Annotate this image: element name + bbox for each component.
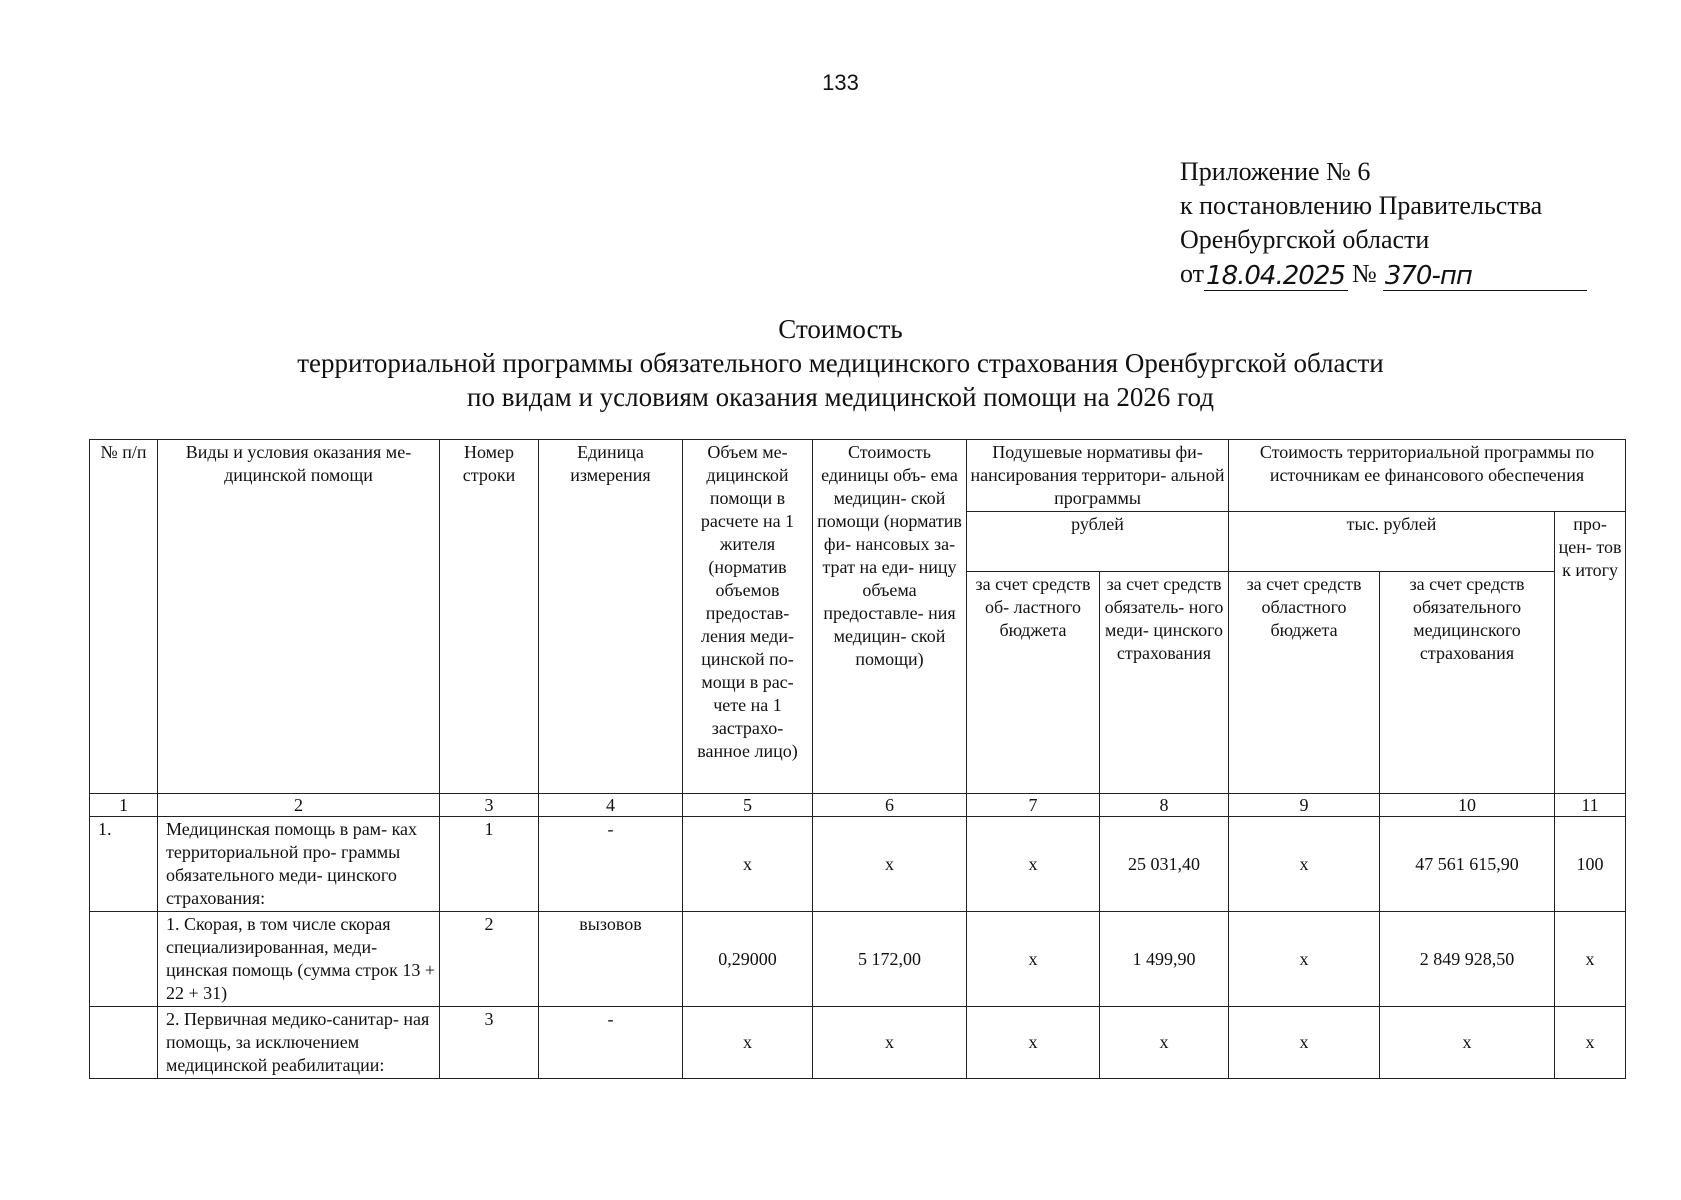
column-number: 9 <box>1229 794 1380 817</box>
cell-total-budget: х <box>1229 817 1380 912</box>
title-line-1: Стоимость <box>778 314 903 344</box>
cell-volume: х <box>683 817 813 912</box>
cell-total-oms: 2 849 928,50 <box>1380 912 1555 1007</box>
table-row <box>90 817 1626 912</box>
column-number: 7 <box>967 794 1100 817</box>
header-program-cost: Стоимость территориальной программы по источникам ее финансового обеспечения <box>1229 440 1626 512</box>
page-number: 133 <box>822 70 859 95</box>
cell-row: 2 <box>440 912 539 1007</box>
cell-row: 3 <box>440 1007 539 1079</box>
cell-per-budget: х <box>967 817 1100 912</box>
handwritten-number: 370-пп <box>1383 262 1587 291</box>
table-row <box>90 912 1626 1007</box>
cell-per-oms: х <box>1100 1007 1229 1079</box>
header-row-number: Номер строки <box>440 440 539 794</box>
column-numbers-row <box>90 794 1626 817</box>
cell-cost: х <box>813 1007 967 1079</box>
title-line-3: по видам и условиям оказания медицинской помощи на 2026 год <box>467 382 1214 412</box>
column-number: 2 <box>158 794 440 817</box>
header-total-oms: за счет средств обязательного медицинского страхования <box>1380 572 1555 794</box>
cell-total-oms: х <box>1380 1007 1555 1079</box>
from-label: от <box>1180 259 1205 288</box>
appendix-block <box>1180 155 1587 291</box>
cell-cost: 5 172,00 <box>813 912 967 1007</box>
cell-name: 2. Первичная медико-санитар- ная помощь, за исключением медицинской реабилитации: <box>158 1007 440 1079</box>
appendix-region: Оренбургской области <box>1180 225 1430 254</box>
appendix-date-number <box>1180 257 1587 291</box>
cell-volume: 0,29000 <box>683 912 813 1007</box>
header-unit-cost: Стоимость единицы объ- ема медицин- ской помощи (норматив фи- нансовых за- трат на еди- ницу объема предоставле- ния медицин- ской помощи) <box>813 440 967 794</box>
column-number: 11 <box>1555 794 1626 817</box>
cell-percent: х <box>1555 912 1626 1007</box>
cell-row: 1 <box>440 817 539 912</box>
column-number: 6 <box>813 794 967 817</box>
cell-name: Медицинская помощь в рам- ках территориальной про- граммы обязательного меди- цинского страхования: <box>158 817 440 912</box>
cell-volume: х <box>683 1007 813 1079</box>
cell-total-budget: х <box>1229 912 1380 1007</box>
cell-name: 1. Скорая, в том числе скорая специализированная, меди- цинская помощь (сумма строк 13 + 22 + 31) <box>158 912 440 1007</box>
column-number: 10 <box>1380 794 1555 817</box>
cost-table <box>89 439 1626 1079</box>
header-total-budget: за счет средств областного бюджета <box>1229 572 1380 794</box>
column-number: 3 <box>440 794 539 817</box>
cell-num: 1. <box>90 817 158 912</box>
header-num: № п/п <box>90 440 158 794</box>
cell-total-oms: 47 561 615,90 <box>1380 817 1555 912</box>
appendix-resolution: к постановлению Правительства <box>1180 191 1543 220</box>
header-percent: про- цен- тов к итогу <box>1555 512 1626 794</box>
number-label: № <box>1352 259 1377 288</box>
header-per-capita-oms: за счет средств обязатель- ного меди- цинского страхования <box>1100 572 1229 794</box>
header-kinds: Виды и условия оказания ме- дицинской помощи <box>158 440 440 794</box>
column-number: 4 <box>539 794 683 817</box>
cell-per-oms: 25 031,40 <box>1100 817 1229 912</box>
appendix-title: Приложение № 6 <box>1180 157 1371 186</box>
header-unit: Единица измерения <box>539 440 683 794</box>
header-volume: Объем ме- дицинской помощи в расчете на 1 жителя (норматив объемов предостав- ления меди- цинской по- мощи в рас- чете на 1 застрахо- ванное лицо) <box>683 440 813 794</box>
cell-unit: - <box>539 1007 683 1079</box>
handwritten-date: 18.04.2025 <box>1204 262 1348 291</box>
title-line-2: территориальной программы обязательного медицинского страхования Оренбургской области <box>297 348 1384 378</box>
cell-percent: х <box>1555 1007 1626 1079</box>
document-title <box>0 312 1681 414</box>
column-number: 8 <box>1100 794 1229 817</box>
header-rubles: рублей <box>967 512 1229 572</box>
column-number: 5 <box>683 794 813 817</box>
table-row <box>90 1007 1626 1079</box>
cell-total-budget: х <box>1229 1007 1380 1079</box>
cell-per-oms: 1 499,90 <box>1100 912 1229 1007</box>
cell-cost: х <box>813 817 967 912</box>
column-number: 1 <box>90 794 158 817</box>
header-thousand-rubles: тыс. рублей <box>1229 512 1555 572</box>
cell-percent: 100 <box>1555 817 1626 912</box>
cell-num <box>90 912 158 1007</box>
cell-num <box>90 1007 158 1079</box>
cell-unit: вызовов <box>539 912 683 1007</box>
cell-per-budget: х <box>967 1007 1100 1079</box>
cell-per-budget: х <box>967 912 1100 1007</box>
header-row-1 <box>90 440 1626 512</box>
header-per-capita-budget: за счет средств об- ластного бюджета <box>967 572 1100 794</box>
header-per-capita: Подушевые нормативы фи- нансирования территори- альной программы <box>967 440 1229 512</box>
cell-unit: - <box>539 817 683 912</box>
